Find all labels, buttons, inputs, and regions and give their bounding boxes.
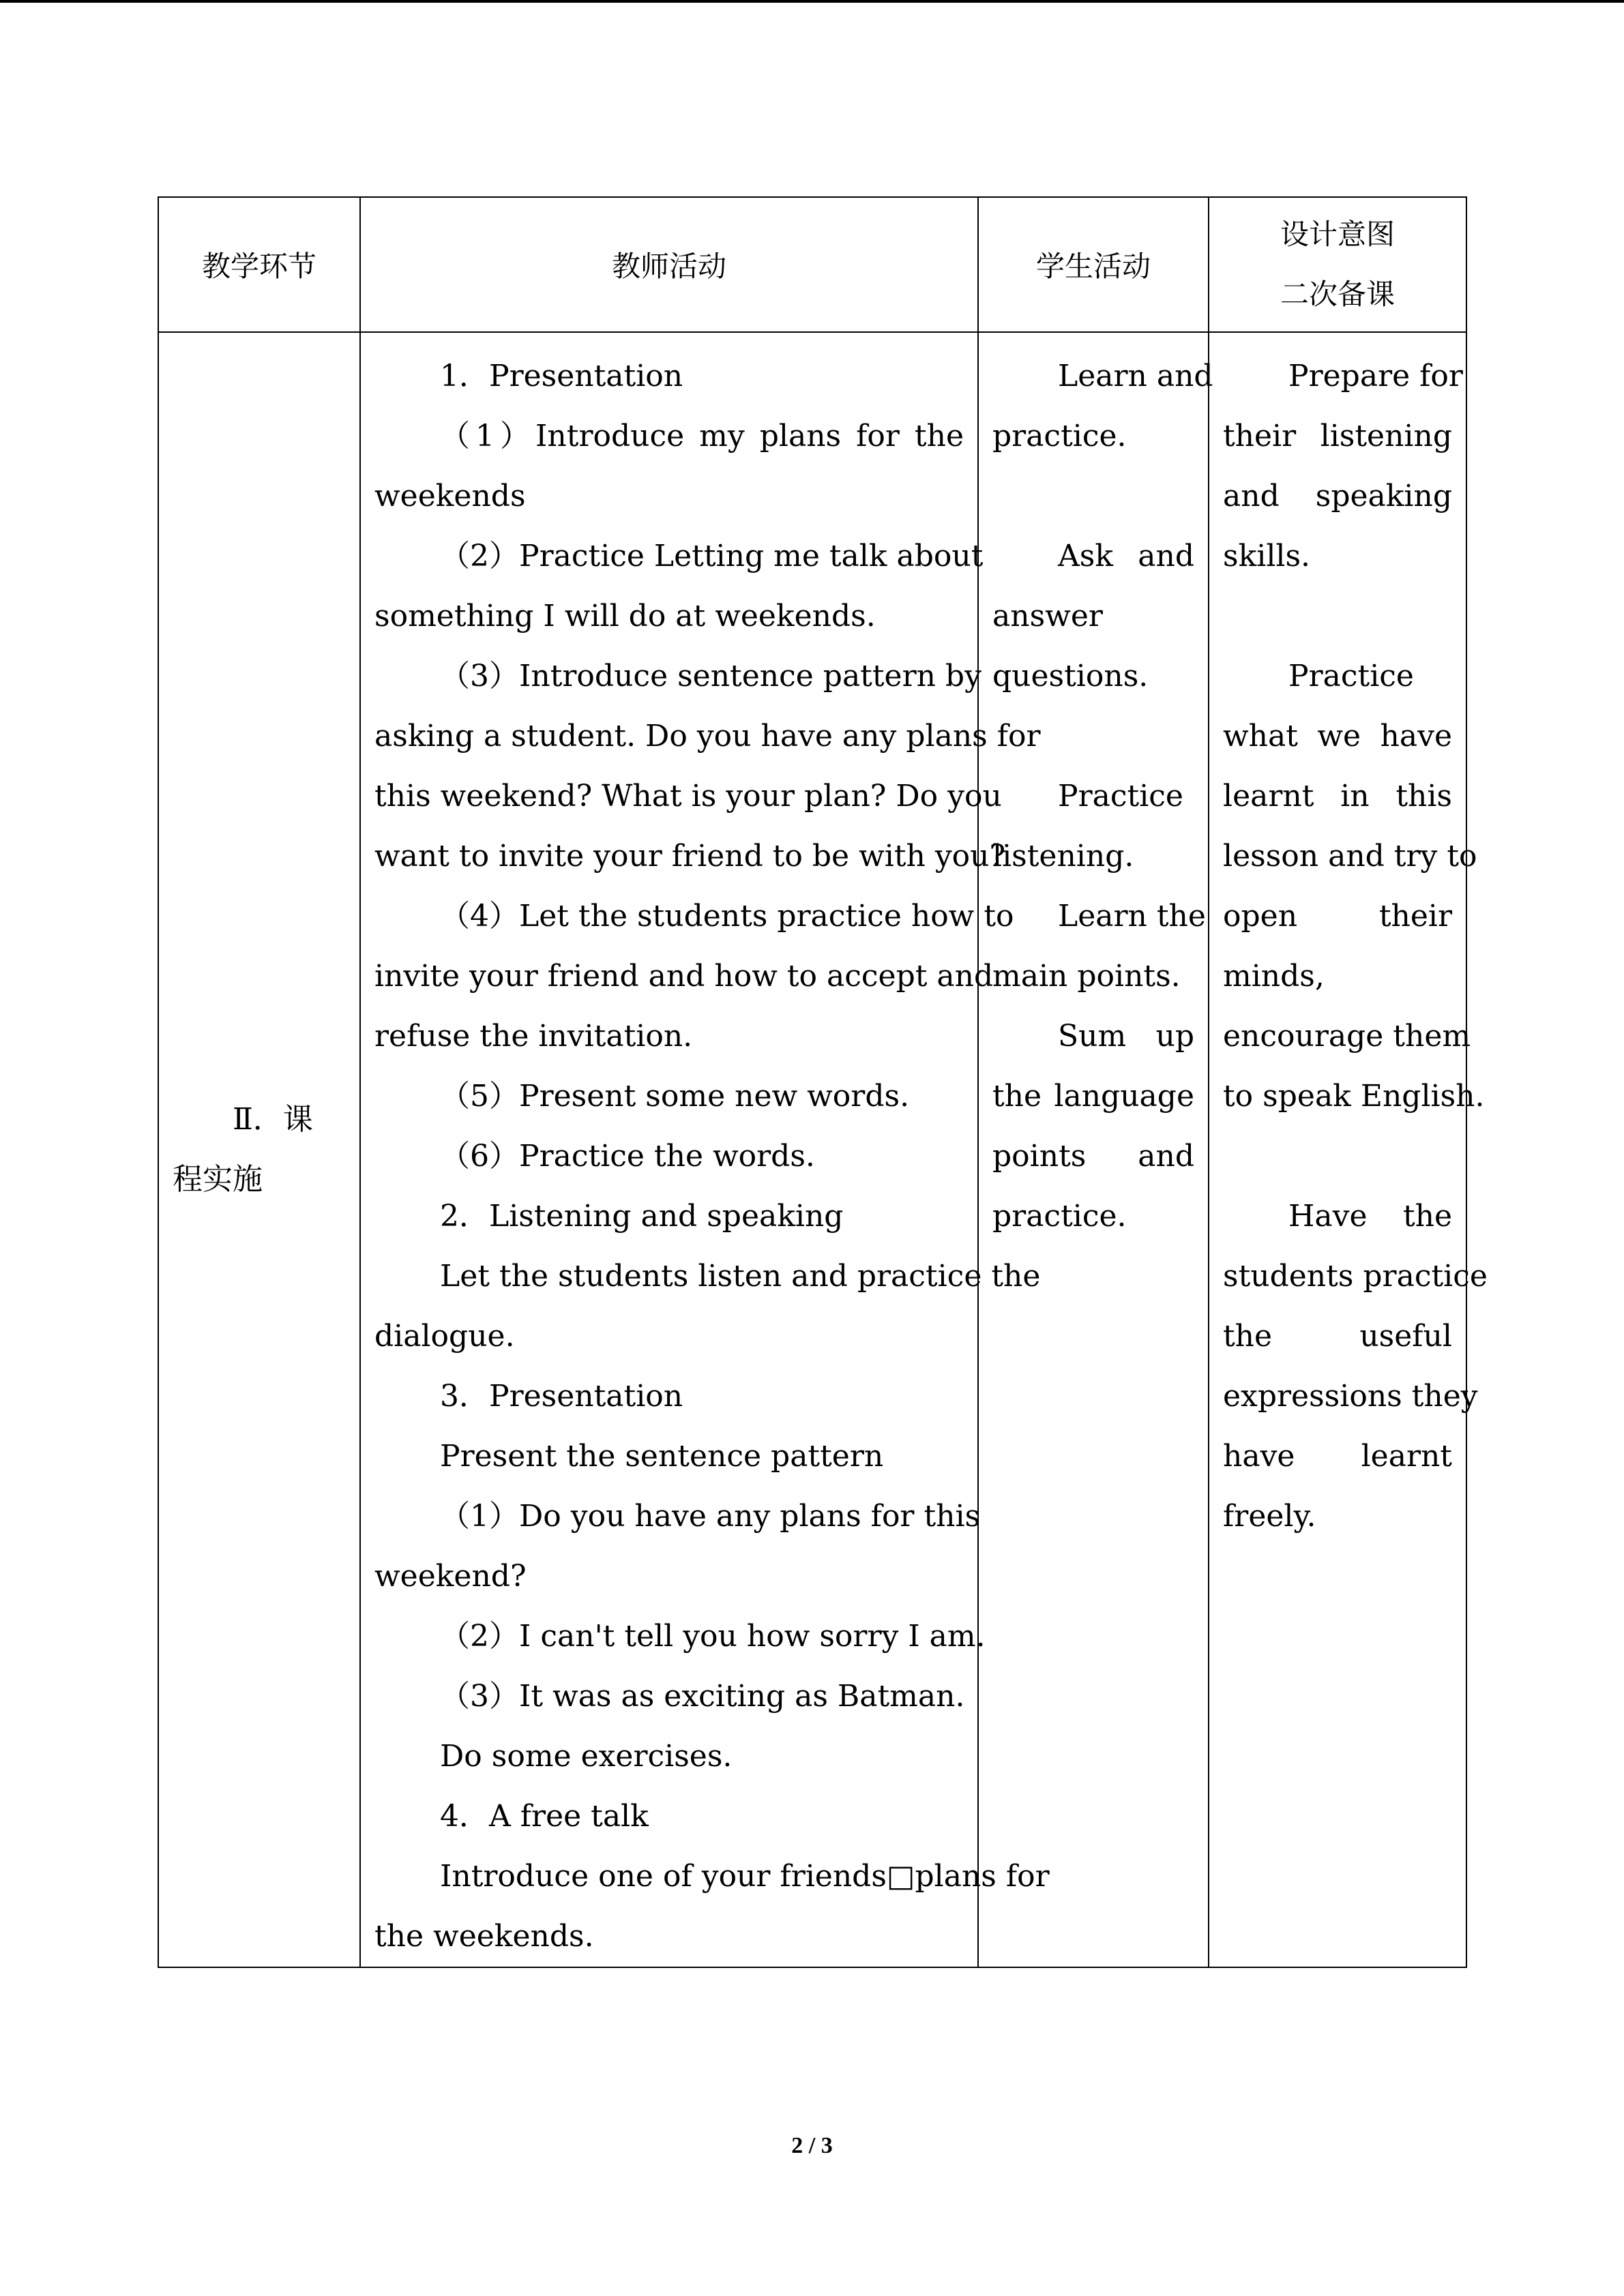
design-line: expressions they [1223, 1379, 1478, 1414]
student-line: points and [992, 1139, 1194, 1174]
teacher-line: （3）It was as exciting as Batman. [440, 1679, 965, 1714]
header-stage: 教学环节 [158, 197, 360, 332]
student-line: answer [992, 599, 1103, 633]
teacher-line: this weekend? What is your plan? Do you [374, 779, 1002, 814]
design-line: have learnt [1223, 1439, 1452, 1474]
student-line: Ask and [1058, 539, 1194, 573]
design-line: freely. [1223, 1499, 1316, 1534]
teacher-line: （6）Practice the words. [440, 1139, 815, 1174]
student-line: Learn the [1058, 899, 1206, 934]
table-header-row [158, 197, 1466, 332]
teacher-line: the weekends. [374, 1919, 594, 1954]
teacher-line: Present the sentence pattern [440, 1439, 884, 1474]
teacher-line: 1．Presentation [440, 359, 683, 393]
teacher-line: want to invite your friend to be with you? [374, 839, 1006, 874]
teacher-line: （2）Practice Letting me talk about [440, 539, 984, 573]
header-teacher-activity: 教师活动 [360, 197, 978, 332]
teacher-line: Let the students listen and practice the [440, 1259, 1041, 1294]
teacher-line: weekend? [374, 1559, 527, 1594]
page-top-rule [0, 0, 1624, 3]
design-line: lesson and try to [1223, 839, 1477, 874]
design-line: skills. [1223, 539, 1311, 573]
design-line: open their [1223, 899, 1452, 934]
teacher-line: （1）Do you have any plans for this [440, 1499, 981, 1534]
teacher-line: Do some exercises. [440, 1739, 733, 1774]
student-line: Practice [1058, 779, 1183, 814]
teacher-line: （3）Introduce sentence pattern by [440, 659, 981, 694]
student-line: practice. [992, 1199, 1127, 1234]
table-body-row [158, 332, 1466, 1967]
design-line: minds, [1223, 959, 1325, 994]
student-line: Learn and [1058, 359, 1213, 393]
stage-line2: 程实施 [173, 1162, 263, 1197]
design-line: the useful [1223, 1319, 1452, 1354]
student-line: Sum up [1058, 1019, 1194, 1054]
student-line: the language [992, 1079, 1194, 1114]
teacher-line: weekends [374, 479, 526, 513]
student-line: questions. [992, 659, 1149, 694]
design-line: Prepare for [1288, 359, 1463, 393]
teacher-line: 2．Listening and speaking [440, 1199, 844, 1234]
teacher-line: refuse the invitation. [374, 1019, 693, 1054]
blank-line [1223, 586, 1452, 646]
teacher-line: （1）Introduce my plans for the [440, 419, 964, 453]
design-line: learnt in this [1223, 779, 1452, 814]
teacher-line: （5）Present some new words. [440, 1079, 910, 1114]
header-design-line1: 设计意图 [1280, 218, 1395, 251]
teacher-line: invite your friend and how to accept and [374, 959, 994, 994]
teacher-line: （2）I can't tell you how sorry I am. [440, 1619, 986, 1654]
design-line: encourage them [1223, 1019, 1471, 1054]
design-line: students practice [1223, 1259, 1488, 1294]
header-design-line2: 二次备课 [1280, 278, 1395, 311]
blank-line [992, 466, 1194, 526]
design-line: and speaking [1223, 479, 1452, 513]
teacher-line: Introduce one of your friends□plans for [440, 1859, 1050, 1894]
lesson-plan-table [158, 196, 1488, 1968]
blank-line [1223, 1127, 1452, 1187]
design-line: Practice [1288, 659, 1414, 694]
student-line: listening. [992, 839, 1134, 874]
student-line: main points. [992, 959, 1181, 994]
teacher-line: dialogue. [374, 1319, 515, 1354]
header-student-activity: 学生活动 [978, 197, 1209, 332]
student-activity-cell [978, 332, 1213, 1967]
design-intent-cell [1209, 332, 1488, 1967]
design-line: their listening [1223, 419, 1452, 453]
teacher-line: 3．Presentation [440, 1379, 683, 1414]
stage-line1: Ⅱ．课 [233, 1102, 313, 1137]
header-design-intent [1209, 197, 1466, 332]
teacher-line: 4．A free talk [440, 1799, 649, 1834]
design-line: Have the [1288, 1199, 1452, 1234]
teacher-line: something I will do at weekends. [374, 599, 876, 633]
teacher-line: （4）Let the students practice how to [440, 899, 1014, 934]
stage-cell [158, 332, 360, 1967]
design-line: what we have [1223, 719, 1452, 754]
teacher-line: asking a student. Do you have any plans for [374, 719, 1041, 754]
page-number: 2 / 3 [791, 2133, 833, 2158]
student-line: practice. [992, 419, 1127, 453]
design-line: to speak English. [1223, 1079, 1485, 1114]
